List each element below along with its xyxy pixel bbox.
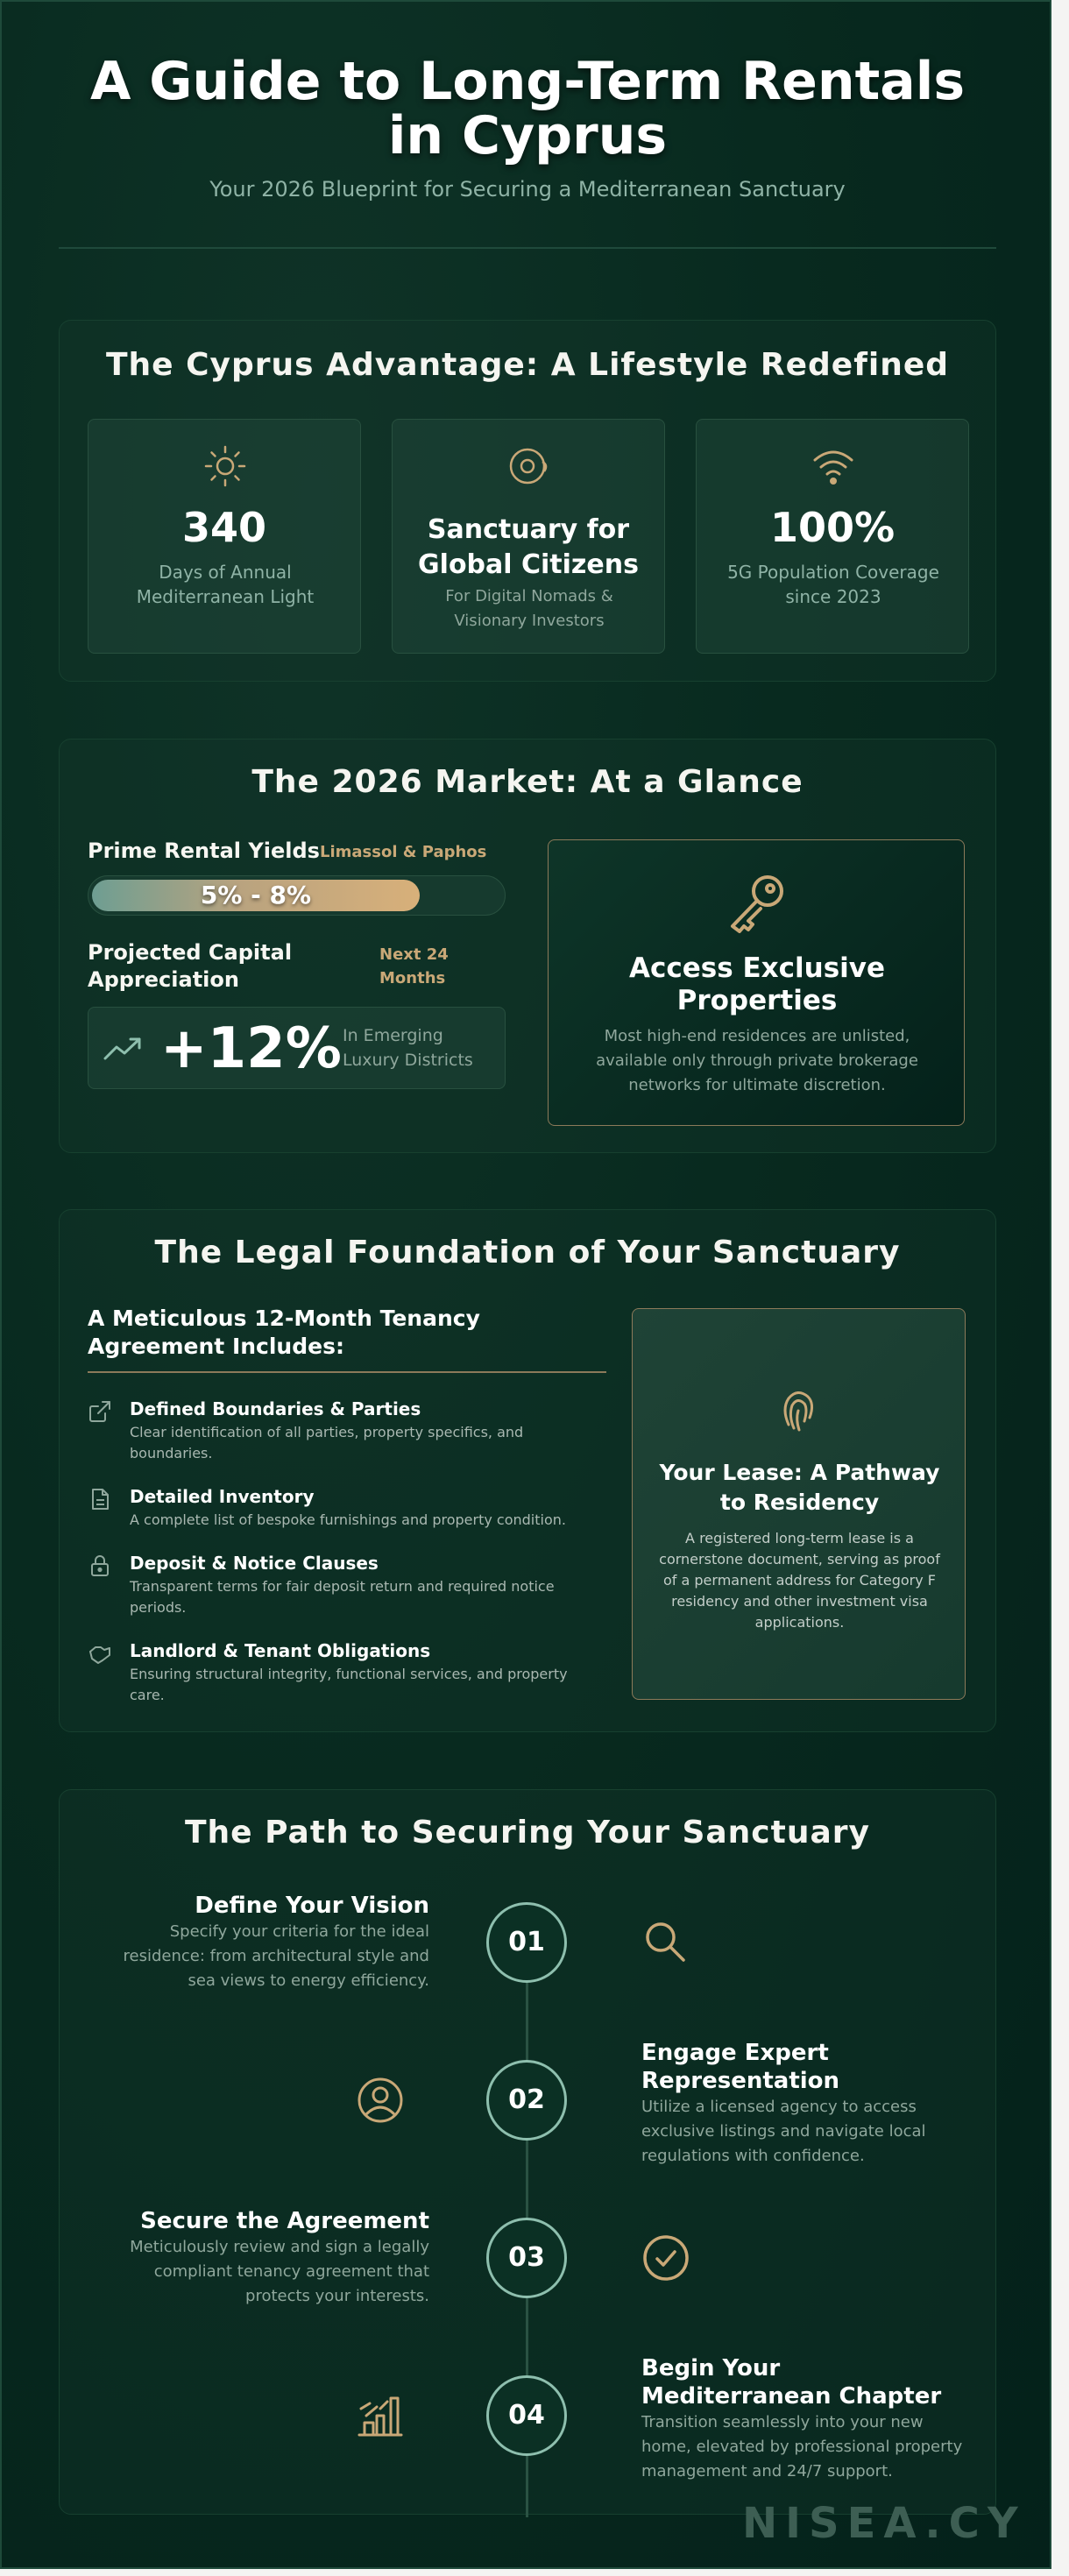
step-number: 04 xyxy=(486,2375,567,2456)
access-card xyxy=(548,839,965,1126)
check-circle-icon xyxy=(641,2233,690,2282)
agreement-heading: A Meticulous 12-Month Tenancy Agreement Includes: xyxy=(88,1305,606,1373)
item-desc: A complete list of bespoke furnishings and property condition. xyxy=(130,1511,566,1528)
step-desc: Meticulously review and sign a legally compliant tenancy agreement that protects your interests. xyxy=(130,2238,429,2305)
stat-card-5g xyxy=(696,419,969,654)
item-title: Deposit & Notice Clauses xyxy=(130,1553,379,1574)
lease-text: A registered long-term lease is a cornerstone document, serving as proof of a permanent address for Category F residency and other investment visa applications. xyxy=(659,1530,940,1631)
yields-location: Limassol & Paphos xyxy=(320,843,487,861)
lease-title: Your Lease: A Pathway to Residency xyxy=(659,1460,940,1515)
stat-value: 340 xyxy=(181,504,267,551)
step-desc: Transition seamlessly into your new home, elevated by professional property management and 24/7 support. xyxy=(641,2413,963,2480)
item-title: Detailed Inventory xyxy=(130,1486,315,1507)
yields-value: 5% - 8% xyxy=(200,881,312,909)
lock-icon xyxy=(88,1553,112,1578)
stat-label: 5G Population Coverage since 2023 xyxy=(727,562,939,607)
brand-watermark: NISEA.CY xyxy=(742,2499,1026,2548)
key-icon xyxy=(722,868,792,938)
step-number: 01 xyxy=(486,1902,567,1983)
item-desc: Clear identification of all parties, property specifics, and boundaries. xyxy=(130,1424,524,1461)
access-text: Most high-end residences are unlisted, available only through private brokerage networks for ultimate discretion. xyxy=(596,1027,918,1094)
section-title: The Cyprus Advantage: A Lifestyle Redefined xyxy=(105,347,950,383)
stat-label: For Digital Nomads & Visionary Investors xyxy=(445,587,613,630)
stat-card-sanctuary xyxy=(392,419,665,654)
external-link-icon xyxy=(88,1399,112,1424)
wifi-icon xyxy=(811,444,855,488)
step-number: 03 xyxy=(486,2218,567,2298)
stat-value: Sanctuary for Global Citizens xyxy=(418,514,639,580)
step-title: Begin Your Mediterranean Chapter xyxy=(641,2355,942,2410)
section-title: The Path to Securing Your Sanctuary xyxy=(185,1815,870,1851)
page-title: A Guide to Long-Term Rentals in Cyprus xyxy=(89,51,966,166)
step-title: Secure the Agreement xyxy=(140,2208,429,2234)
market-section xyxy=(59,739,996,1153)
item-title: Landlord & Tenant Obligations xyxy=(130,1640,431,1661)
appreciation-value: +12% xyxy=(160,1016,342,1081)
sun-icon xyxy=(203,444,247,488)
advantage-section xyxy=(59,320,996,682)
document-icon xyxy=(88,1487,112,1511)
step-title: Define Your Vision xyxy=(195,1893,429,1919)
header xyxy=(2,51,1051,202)
lifebuoy-icon xyxy=(507,444,551,488)
item-title: Defined Boundaries & Parties xyxy=(130,1398,421,1419)
section-title: The 2026 Market: At a Glance xyxy=(251,764,804,800)
item-desc: Ensuring structural integrity, functional services, and property care. xyxy=(130,1666,568,1703)
legal-section xyxy=(59,1209,996,1732)
section-title: The Legal Foundation of Your Sanctuary xyxy=(154,1235,901,1270)
appreciation-label: Projected Capital Appreciation xyxy=(88,940,293,992)
yields-label: Prime Rental Yields xyxy=(88,839,320,863)
yields-bar xyxy=(88,875,506,916)
appreciation-period: Next 24 Months xyxy=(379,945,449,987)
trend-up-icon xyxy=(103,1034,145,1064)
lease-card xyxy=(632,1308,966,1700)
appreciation-box xyxy=(88,1007,506,1089)
step-title: Engage Expert Representation xyxy=(641,2040,840,2094)
handshake-icon xyxy=(88,1641,112,1666)
stat-label: Days of Annual Mediterranean Light xyxy=(136,562,315,607)
stat-value: 100% xyxy=(769,504,896,551)
page-subtitle: Your 2026 Blueprint for Securing a Mediterranean Sanctuary xyxy=(209,177,846,202)
path-section xyxy=(59,1789,996,2515)
search-icon xyxy=(641,1918,690,1967)
fingerprint-icon xyxy=(773,1384,825,1437)
step-number: 02 xyxy=(486,2060,567,2141)
stat-card-sunlight xyxy=(88,419,361,654)
building-icon xyxy=(356,2391,405,2440)
item-desc: Transparent terms for fair deposit return and required notice periods. xyxy=(130,1578,555,1616)
user-icon xyxy=(356,2076,405,2125)
header-divider xyxy=(59,247,996,249)
appreciation-note: In Emerging Luxury Districts xyxy=(343,1026,473,1070)
step-desc: Utilize a licensed agency to access exclusive listings and navigate local regulations with confidence. xyxy=(641,2098,926,2165)
access-title: Access Exclusive Properties xyxy=(628,952,886,1016)
step-desc: Specify your criteria for the ideal residence: from architectural style and sea views to energy efficiency. xyxy=(123,1922,429,1990)
